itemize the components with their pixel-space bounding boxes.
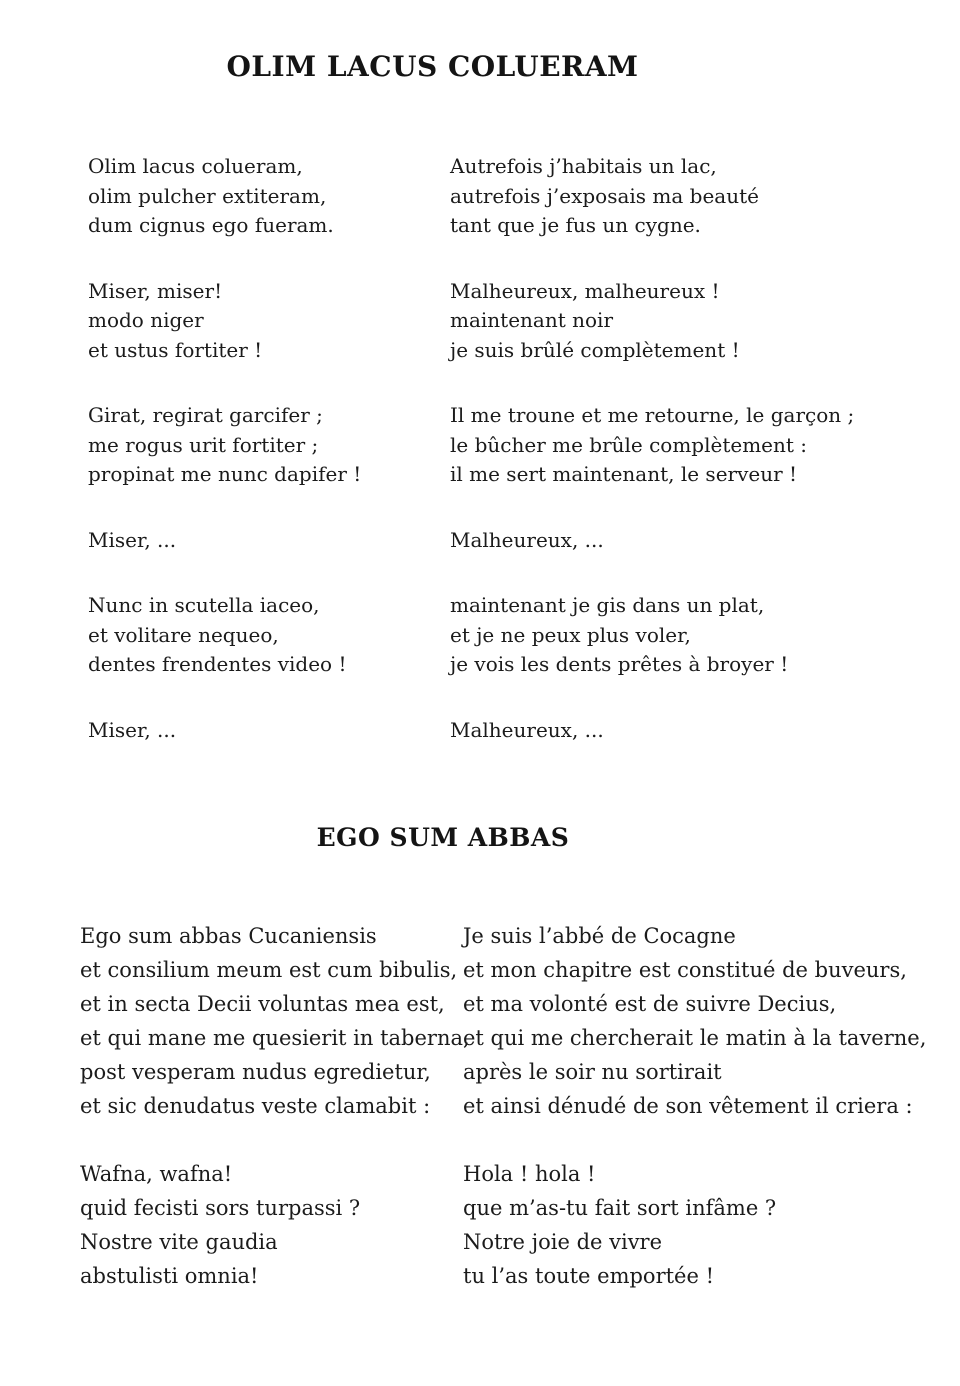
poem-line: que m’as-tu fait sort infâme ? [463,1196,777,1220]
poem-line: et sic denudatus veste clamabit : [80,1094,431,1118]
latin-column [80,919,470,1327]
french-stanza [450,277,777,366]
poem-line: et je ne peux plus voler, [450,622,691,647]
poem-line: Autrefois j’habitais un lac, [450,154,717,178]
poem-line: je suis brûlé complètement ! [450,337,740,362]
poem-line: Je suis l’abbé de Cocagne [463,924,736,948]
poem-line: le bûcher me brûle complètement : [450,432,808,457]
poem-line: et ma volonté est de suivre Decius, [463,992,837,1016]
poem-section-1 [88,50,855,781]
french-stanza [463,919,927,1123]
poem-line: Nunc in scutella iaceo, [88,593,320,617]
poem-line: Miser, miser! [88,278,223,303]
poem-line: et in secta Decii voluntas mea est, [80,992,445,1016]
poem-line: propinat me nunc dapifer ! [88,462,362,486]
poem-line: Hola ! hola ! [463,1162,596,1186]
poem-line: Ego sum abbas Cucaniensis [80,924,377,948]
latin-stanza [88,526,450,556]
poem-line: olim pulcher extiteram, [88,183,327,208]
latin-stanza [88,716,450,746]
poem-line: tu l’as toute emportée ! [463,1264,715,1288]
poem-line: abstulisti omnia! [80,1264,259,1288]
poem-line: Il me troune et me retourne, le garçon ; [450,403,855,427]
latin-stanza [88,591,450,680]
latin-stanza [88,152,450,241]
poem-line: Nostre vite gaudia [80,1230,278,1254]
french-column [463,919,927,1327]
poem-line: et volitare nequeo, [88,622,279,647]
poem-line: modo niger [88,308,204,332]
poem-line: dentes frendentes video ! [88,652,347,676]
poem-line: maintenant je gis dans un plat, [450,593,765,617]
latin-stanza [80,1157,463,1293]
poem-line: Olim lacus colueram, [88,154,303,178]
french-stanza [463,1157,806,1293]
poem-line: et mon chapitre est constitué de buveurs, [463,958,907,982]
french-stanza [450,152,777,241]
poem-line: après le soir nu sortirait [463,1060,722,1084]
poem-line: post vesperam nudus egredietur, [80,1060,431,1084]
poem-columns [88,152,855,781]
poem-line: maintenant noir [450,308,613,332]
poem-line: tant que je fus un cygne. [450,213,701,237]
poem-line: et ustus fortiter ! [88,337,263,362]
poem-line: dum cignus ego fueram. [88,213,334,237]
poem-line: il me sert maintenant, le serveur ! [450,462,798,486]
poem-line: Wafna, wafna! [80,1162,233,1186]
latin-stanza [88,277,450,366]
french-stanza [450,401,855,490]
poem-line: Girat, regirat garcifer ; [88,403,323,427]
poem-line: Miser, ... [88,527,177,552]
latin-stanza [80,919,470,1123]
poem-line: Malheureux, ... [450,717,604,742]
poem-columns [80,919,927,1327]
poem-line: et consilium meum est cum bibulis, [80,958,458,982]
french-stanza [450,591,789,680]
french-stanza [450,716,777,746]
french-stanza [450,526,777,556]
poem-line: Malheureux, malheureux ! [450,278,720,303]
poem-section-2 [80,822,927,1327]
latin-stanza [88,401,450,490]
poem-line: je vois les dents prêtes à broyer ! [450,652,789,676]
poem-line: et qui mane me quesierit in taberna, [80,1026,470,1050]
poem-line: autrefois j’exposais ma beauté [450,183,759,208]
poem-line: et qui me chercherait le matin à la taverne, [463,1026,927,1050]
poem-line: et ainsi dénudé de son vêtement il criera : [463,1094,913,1118]
poem-title: EGO SUM ABBAS [316,823,570,852]
poem-line: quid fecisti sors turpassi ? [80,1196,361,1220]
poem-line: Malheureux, ... [450,527,604,552]
poem-line: Notre joie de vivre [463,1230,663,1254]
poem-line: Miser, ... [88,717,177,742]
poem-line: me rogus urit fortiter ; [88,432,319,457]
latin-column [88,152,450,781]
poem-title: OLIM LACUS COLUERAM [226,50,639,83]
french-column [450,152,855,781]
